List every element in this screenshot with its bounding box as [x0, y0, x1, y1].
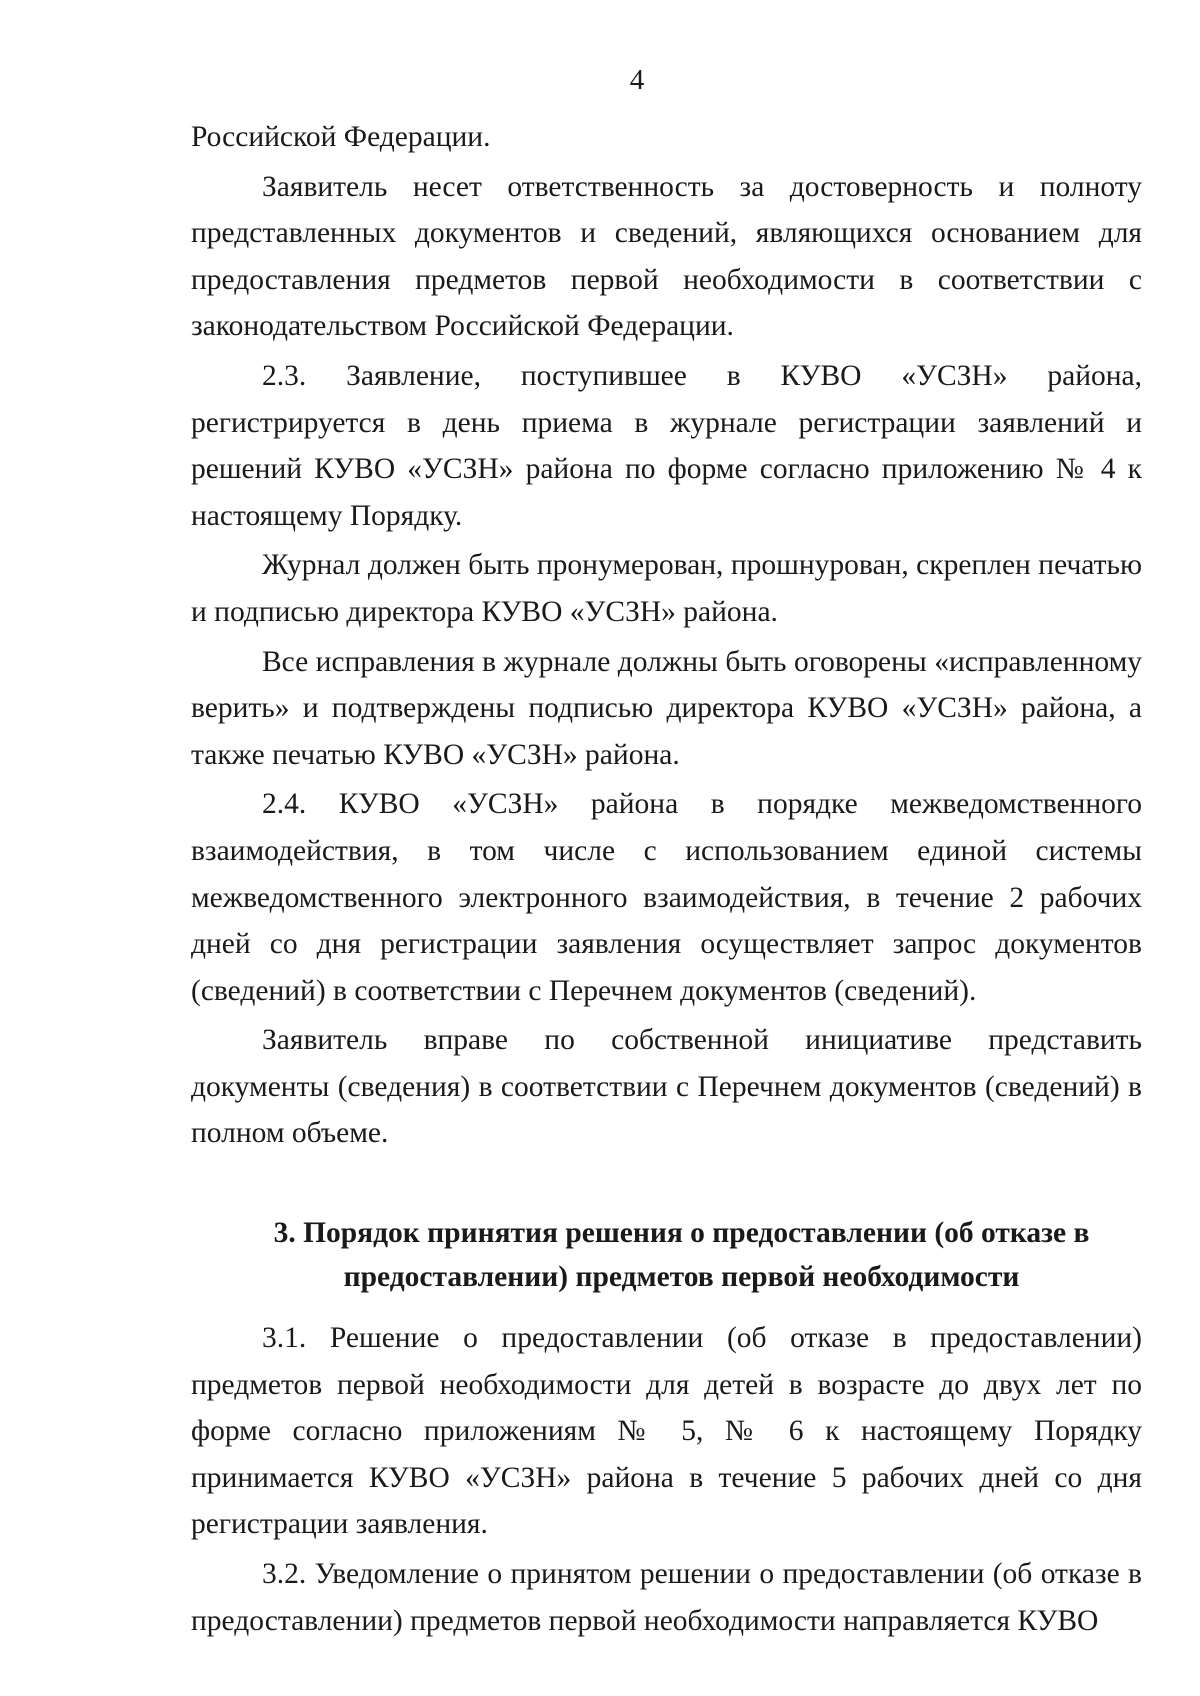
paragraph-3-1: 3.1. Решение о предоставлении (об отказе в предоставлении) предметов первой необходимости для детей в возрасте до двух лет по форме согласно приложениям № 5, № 6 к настоящему Порядку принимается КУВО «УСЗН» района в течение 5 рабочих дней со дня регистрации заявления. — [191, 1322, 1142, 1541]
paragraph: Журнал должен быть пронумерован, прошнурован, скреплен печатью и подписью директора КУВО «УСЗН» района. — [191, 549, 1142, 628]
paragraph-3-2: 3.2. Уведомление о принятом решении о предоставлении (об отказе в предоставлении) предметов первой необходимости направляется КУВО — [191, 1558, 1142, 1637]
section-heading-line: 3. Порядок принятия решения о предоставлении (об отказе в — [273, 1217, 1090, 1250]
paragraph-2-3: 2.3. Заявление, поступившее в КУВО «УСЗН» района, регистрируется в день приема в журнале регистрации заявлений и решений КУВО «УСЗН» района по форме согласно приложению № 4 к настоящему Порядку. — [191, 359, 1142, 532]
page-number: 4 — [629, 64, 645, 96]
paragraph: Российской Федерации. — [191, 121, 491, 153]
paragraph: Заявитель несет ответственность за достоверность и полноту представленных документов и сведений, являющихся основанием для предоставления предметов первой необходимости в соответствии с законодательством Российской Федерации. — [191, 170, 1142, 343]
section-heading-line: предоставлении) предметов первой необходимости — [343, 1261, 1020, 1294]
section-heading — [191, 1211, 1142, 1299]
paragraph: Заявитель вправе по собственной инициативе представить документы (сведения) в соответствии с Перечнем документов (сведений) в полном объеме. — [191, 1024, 1142, 1150]
paragraph: Все исправления в журнале должны быть оговорены «исправленному верить» и подтверждены подписью директора КУВО «УСЗН» района, а также печатью КУВО «УСЗН» района. — [191, 645, 1142, 771]
paragraph-2-4: 2.4. КУВО «УСЗН» района в порядке межведомственного взаимодействия, в том числе с использованием единой системы межведомственного электронного взаимодействия, в течение 2 рабочих дней со дня регистрации заявления осуществляет запрос документов (сведений) в соответствии с Перечнем документов (сведений). — [191, 788, 1142, 1007]
document-body — [191, 114, 1142, 1647]
